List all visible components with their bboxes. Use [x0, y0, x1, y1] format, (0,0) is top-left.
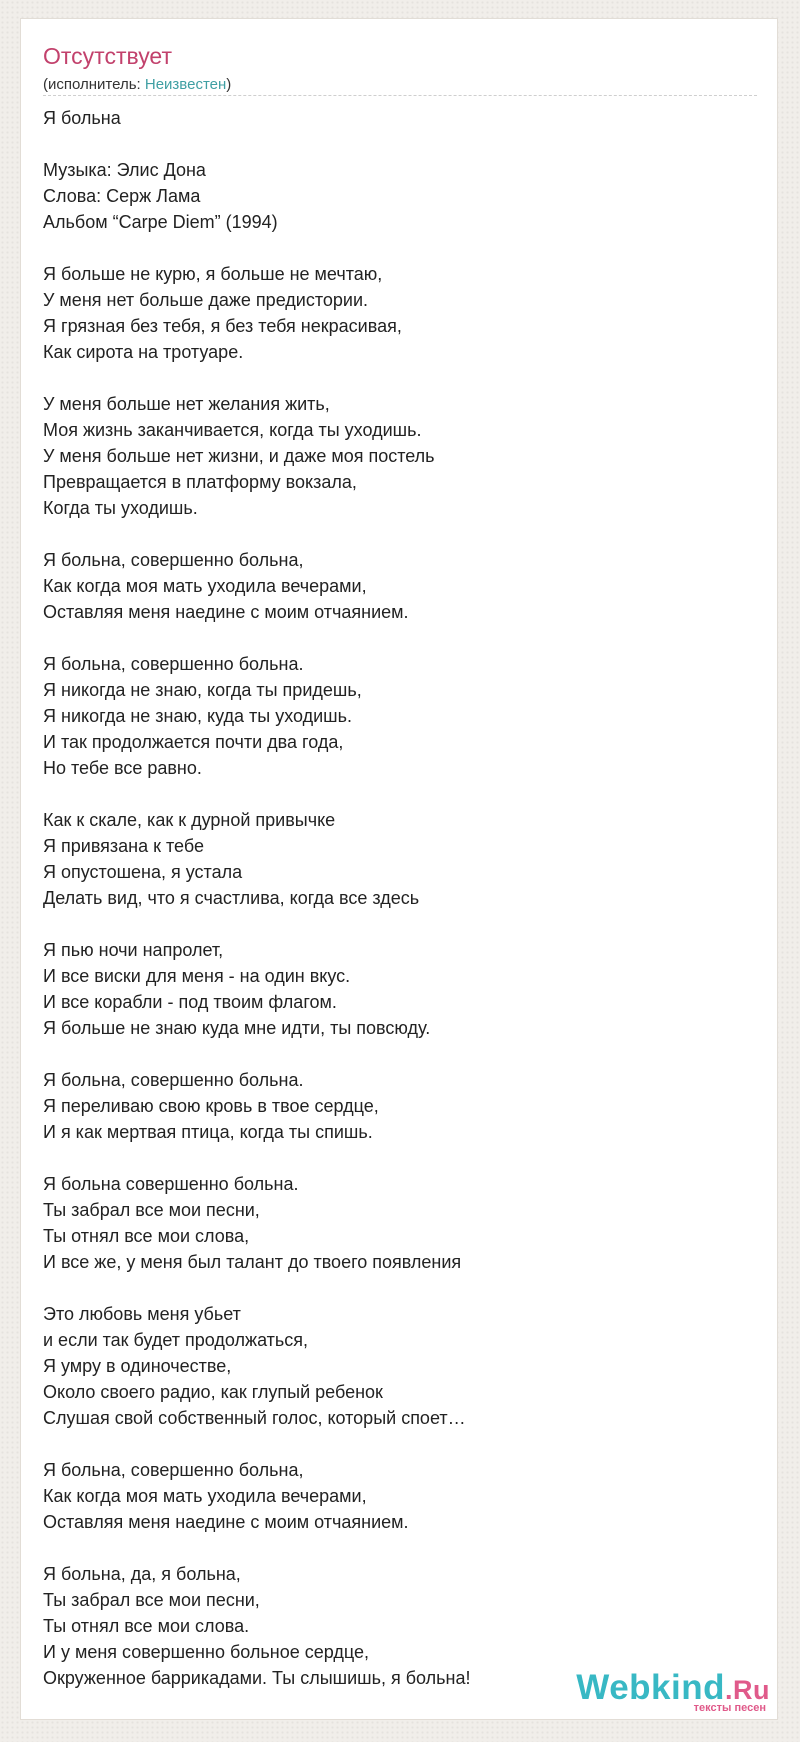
performer-line [43, 76, 231, 93]
lyric-line: Я больна, да, я больна, [43, 1564, 241, 1584]
stanza-gap [43, 1041, 757, 1067]
lyric-line: Делать вид, что я счастлива, когда все здесь [43, 888, 420, 908]
stanza-gap [43, 625, 757, 651]
lyric-line: Слушая свой собственный голос, который споет… [43, 1408, 466, 1428]
lyric-line: Оставляя меня наедине с моим отчаянием. [43, 602, 409, 622]
lyric-line: Музыка: Элис Дона [43, 160, 206, 180]
lyric-line: Я никогда не знаю, куда ты уходишь. [43, 706, 352, 726]
lyric-line: Около своего радио, как глупый ребенок [43, 1382, 383, 1402]
site-logo[interactable] [576, 1670, 770, 1714]
lyric-line: Как к скале, как к дурной привычке [43, 810, 336, 830]
logo-name: Webkind [576, 1668, 725, 1707]
lyric-line: Я никогда не знаю, когда ты придешь, [43, 680, 362, 700]
lyric-line: У меня больше нет желания жить, [43, 394, 330, 414]
lyric-line: И у меня совершенно больное сердце, [43, 1642, 369, 1662]
lyric-line: Как когда моя мать уходила вечерами, [43, 576, 367, 596]
lyric-line: Альбом “Carpe Diem” (1994) [43, 212, 278, 232]
stanza-gap [43, 1535, 757, 1561]
lyric-line: Это любовь меня убьет [43, 1304, 241, 1324]
logo-tagline: тексты песен [693, 1702, 766, 1714]
performer-suffix: ) [226, 76, 232, 93]
lyric-line: Моя жизнь заканчивается, когда ты уходишь. [43, 420, 422, 440]
performer-prefix: (исполнитель: [43, 76, 145, 93]
lyric-line: У меня нет больше даже предистории. [43, 290, 369, 310]
lyric-line: Я больна [43, 108, 121, 128]
lyric-line: Превращается в платформу вокзала, [43, 472, 357, 492]
lyric-line: Я больше не знаю куда мне идти, ты повсюду. [43, 1018, 431, 1038]
stanza-gap [43, 365, 757, 391]
lyric-line: Ты отнял все мои слова, [43, 1226, 250, 1246]
logo-wordmark [576, 1670, 770, 1705]
lyric-line: Я грязная без тебя, я без тебя некрасивая, [43, 316, 402, 336]
lyric-line: Я больна, совершенно больна, [43, 550, 304, 570]
lyric-line: Я опустошена, я устала [43, 862, 243, 882]
stanza-gap [43, 521, 757, 547]
header-divider [43, 95, 757, 96]
lyric-line: Как когда моя мать уходила вечерами, [43, 1486, 367, 1506]
lyric-line: И все виски для меня - на один вкус. [43, 966, 351, 986]
lyric-line: Когда ты уходишь. [43, 498, 198, 518]
lyric-line: Я привязана к тебе [43, 836, 204, 856]
lyric-line: Я пью ночи напролет, [43, 940, 224, 960]
lyric-line: Оставляя меня наедине с моим отчаянием. [43, 1512, 409, 1532]
logo-tld: .Ru [725, 1675, 770, 1705]
lyric-line: Я больна, совершенно больна. [43, 654, 304, 674]
lyric-line: И так продолжается почти два года, [43, 732, 344, 752]
lyric-line: Но тебе все равно. [43, 758, 202, 778]
lyrics-body [43, 105, 757, 1691]
lyric-line: Ты отнял все мои слова. [43, 1616, 250, 1636]
artist-link[interactable]: Неизвестен [144, 76, 227, 93]
lyric-line: Ты забрал все мои песни, [43, 1200, 260, 1220]
lyric-line: Я больна, совершенно больна, [43, 1460, 304, 1480]
lyric-line: Я больна совершенно больна. [43, 1174, 299, 1194]
lyric-line: Слова: Серж Лама [43, 186, 201, 206]
song-title: Отсутствует [43, 43, 172, 69]
lyric-line: И все же, у меня был талант до твоего появления [43, 1252, 462, 1272]
lyric-line: Я умру в одиночестве, [43, 1356, 232, 1376]
stanza-gap [43, 1145, 757, 1171]
stanza-gap [43, 131, 757, 157]
lyric-line: Я больна, совершенно больна. [43, 1070, 304, 1090]
lyrics-card [20, 18, 778, 1720]
stanza-gap [43, 1275, 757, 1301]
lyric-line: Ты забрал все мои песни, [43, 1590, 260, 1610]
stanza-gap [43, 1431, 757, 1457]
lyric-line: и если так будет продолжаться, [43, 1330, 309, 1350]
lyric-line: И все корабли - под твоим флагом. [43, 992, 337, 1012]
lyric-line: Окруженное баррикадами. Ты слышишь, я больна! [43, 1668, 471, 1688]
lyric-line: У меня больше нет жизни, и даже моя постель [43, 446, 435, 466]
stanza-gap [43, 235, 757, 261]
lyric-line: Я переливаю свою кровь в твое сердце, [43, 1096, 379, 1116]
lyric-line: И я как мертвая птица, когда ты спишь. [43, 1122, 373, 1142]
stanza-gap [43, 911, 757, 937]
lyric-line: Как сирота на тротуаре. [43, 342, 244, 362]
lyric-line: Я больше не курю, я больше не мечтаю, [43, 264, 383, 284]
stanza-gap [43, 781, 757, 807]
